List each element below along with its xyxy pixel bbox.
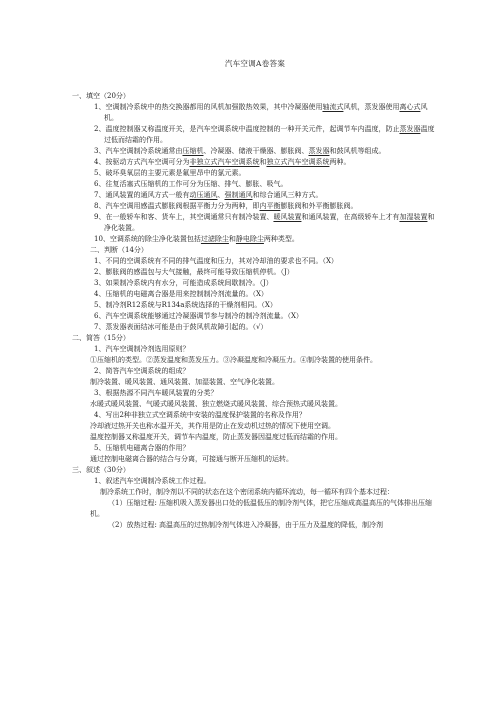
- judge-item: 5、制冷剂R12系统与R134a系统选择的干燥剂相同。（X）: [94, 301, 277, 309]
- fill-item: [94, 179, 438, 190]
- fill-items: [72, 102, 438, 245]
- answer-line: 通过控制电磁离合器的结合与分离，可接通与断开压缩机的运转。: [90, 455, 293, 463]
- fill-item: [94, 146, 438, 157]
- section-heading-judge: 二、判断（14分）: [90, 246, 148, 254]
- fill-answer: 独立式汽车空调系统: [266, 158, 330, 166]
- fill-text: 风机。: [104, 103, 428, 122]
- fill-answer: 蒸发器: [308, 147, 330, 155]
- fill-text: 、冷凝器、储液干燥器、膨胀阀、: [203, 147, 309, 155]
- judge-item: 4、压缩机的电磁离合器是用来控制制冷剂流量的。（X）: [94, 290, 268, 298]
- fill-text: 和通风装置，在高级轿车上才有: [301, 213, 400, 221]
- fill-answer: 强制通风: [224, 191, 253, 199]
- judge-item: 6、汽车空调系统能够通过冷凝器调节参与制冷的制冷剂流量。（X）: [94, 312, 303, 320]
- fill-item: [94, 212, 438, 234]
- fill-answer: 加湿装置: [399, 213, 428, 221]
- answer-line: （2）放热过程: 高温高压的过热制冷剂气体进入冷凝器，由于压力及温度的降低，制冷剂: [108, 521, 384, 529]
- fill-text: 10、空调系统的除尘净化装置包括: [94, 235, 201, 243]
- fill-item: [94, 168, 438, 179]
- fill-text: 和净化装置。: [104, 213, 435, 232]
- judge-item: 1、不同的空调系统有不同的排气温度和压力，其对冷却油的要求也不同。（X）: [94, 257, 338, 265]
- fill-text: 2、温度控制器又称温度开关，是汽车空调系统中温度控制的一种开关元件，起调节车内温度，防止: [94, 125, 400, 133]
- fill-answer: 暖风装置: [273, 213, 302, 221]
- fill-text: 3、汽车空调制冷系统通常由: [94, 147, 183, 155]
- fill-answer: 内平衡: [259, 202, 281, 210]
- judge-item: 3、如果制冷系统内有水分，可能造成系统间歇制冷。（J）: [94, 279, 273, 287]
- fill-answer: 离心式: [399, 103, 421, 111]
- section-heading-short: 二、简答（15分）: [72, 334, 130, 342]
- fill-text: 1、空调制冷系统中的热交换器都用的风机加强散热效果，其中冷凝器使用: [94, 103, 323, 111]
- section-heading-essay: 三、叙述（30分）: [72, 466, 130, 474]
- fill-text: 7、通风装置的通风方式一般有: [94, 191, 190, 199]
- fill-item: [94, 190, 438, 201]
- fill-text: 和鼓风机等组成。: [329, 147, 386, 155]
- fill-text: 4、按驱动方式汽车空调可分为: [94, 158, 190, 166]
- question-line: 1、叙述汽车空调制冷系统工作过程。: [94, 477, 211, 485]
- judge-items: [72, 256, 438, 333]
- essay-items: [72, 476, 438, 531]
- fill-text: 9、在一般轿车和客、货车上，其空调通常只有制冷装置、: [94, 213, 274, 221]
- judge-item: 2、膨胀阀的感温包与大气接触，最终可能导致压缩机停机。（J）: [94, 268, 294, 276]
- fill-item: [94, 124, 438, 146]
- fill-text: 和: [259, 158, 267, 166]
- answer-line: （1）压缩过程: 压缩机吸入蒸发器出口处的低温低压的制冷剂气体，把它压缩成高温高压的气体排出压缩机。: [90, 499, 433, 518]
- fill-item: [94, 157, 438, 168]
- fill-text: 和: [228, 235, 236, 243]
- fill-text: 风机，蒸发器使用: [343, 103, 400, 111]
- answer-line: 冷却液过热开关也称水温开关，其作用是防止在发动机过热的情况下使用空调。: [90, 422, 335, 430]
- fill-text: 温度过低而结霜的作用。: [104, 125, 435, 144]
- fill-answer: 蒸发器: [399, 125, 421, 133]
- fill-text: 8、汽车空调用感温式膨胀阀根据平衡力分为两种，即: [94, 202, 260, 210]
- fill-answer: 轴流式: [322, 103, 344, 111]
- fill-text: 两种类型。: [263, 235, 299, 243]
- fill-text: 和综合通风三种方式。: [252, 191, 323, 199]
- fill-text: 6、往复活塞式压缩机的工作可分为压缩、排气、膨胀、吸气。: [94, 180, 288, 188]
- short-items: [72, 344, 438, 465]
- fill-text: 5、破坏臭氧层的主要元素是氟里昂中的氯元素。: [94, 169, 246, 177]
- section-heading-fill: 一、填空（20分）: [72, 92, 130, 100]
- judge-item: 7、蒸发器表面结冰可能是由于鼓风机故障引起的。（√）: [94, 323, 268, 331]
- fill-answer: 非独立式汽车空调系统: [189, 158, 260, 166]
- answer-line: 制冷系统工作时，制冷剂以不同的状态在这个密闭系统内循环流动，每一循环有四个基本过程：: [100, 488, 394, 496]
- fill-item: [94, 102, 438, 124]
- question-line: 1、汽车空调制冷剂选用原则？: [94, 345, 190, 353]
- fill-text: 两种。: [329, 158, 351, 166]
- question-line: 2、简答汽车空调系统的组成？: [94, 367, 190, 375]
- fill-answer: 压缩机: [182, 147, 204, 155]
- answer-line: 水暖式暖风装置、气暖式暖风装置、独立燃烧式暖风装置、综合预热式暖风装置。: [90, 400, 342, 408]
- fill-item: [94, 234, 438, 245]
- fill-text: 膨胀阀和外平衡膨胀阀。: [280, 202, 358, 210]
- fill-answer: 过滤除尘: [200, 235, 229, 243]
- fill-answer: 动压通风: [189, 191, 218, 199]
- question-line: 5、压缩机电磁离合器的作用？: [94, 444, 190, 452]
- document-title: 汽车空调A卷答案: [224, 59, 286, 68]
- answer-line: 制冷装置、暖风装置、通风装置、加湿装置、空气净化装置。: [90, 378, 279, 386]
- question-line: 3、根据热源不同汽车暖风装置的分类？: [94, 389, 218, 397]
- question-line: 4、写出2种非独立式空调系统中安装的温度保护装置的名称及作用？: [94, 411, 306, 419]
- answer-line: ①压缩机的类型。②蒸发温度和蒸发压力。③冷凝温度和冷凝压力。④制冷装置的使用条件。: [90, 356, 377, 364]
- fill-item: [94, 201, 438, 212]
- fill-text: 、: [217, 191, 225, 199]
- answer-line: 温度控制器又称温度开关，调节车内温度，防止蒸发器因温度过低而结霜的作用。: [90, 433, 342, 441]
- fill-answer: 静电除尘: [235, 235, 264, 243]
